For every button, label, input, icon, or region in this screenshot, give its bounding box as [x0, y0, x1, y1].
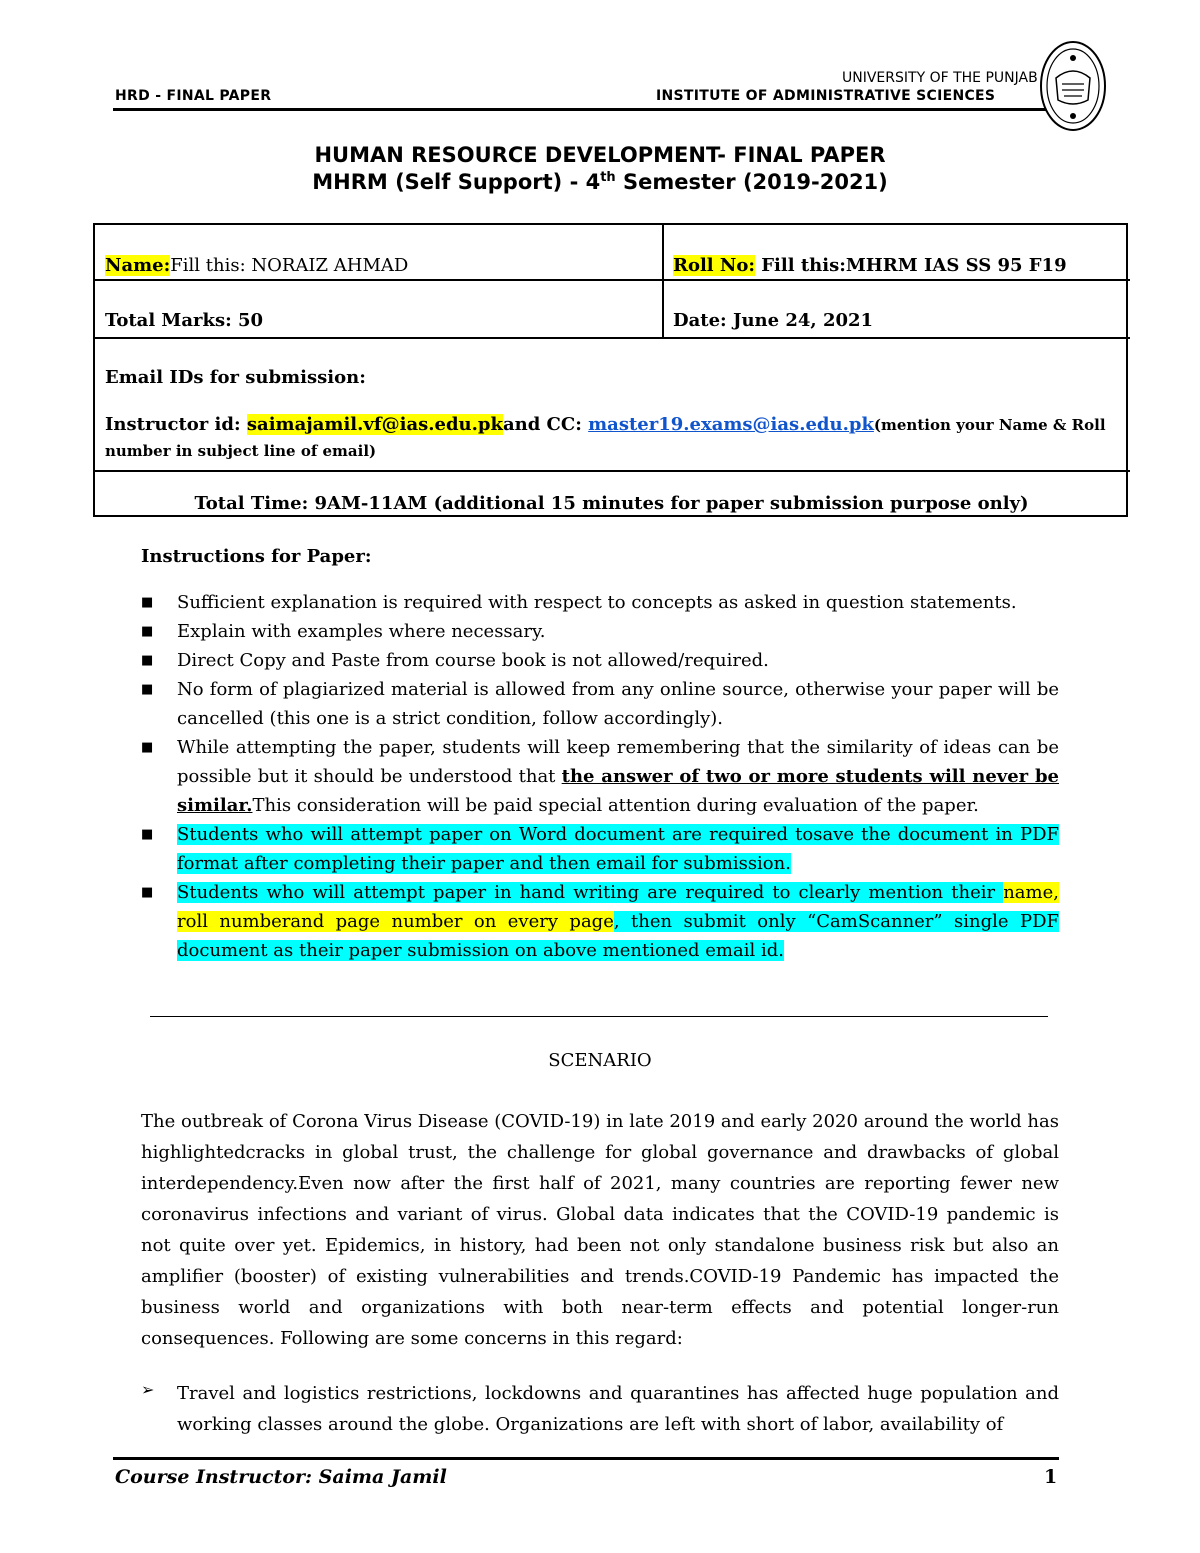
header-left-label: HRD - FINAL PAPER	[115, 88, 272, 104]
name-field	[105, 255, 408, 276]
table-row-divider-2	[93, 337, 1130, 339]
scenario-concern-item: Travel and logistics restrictions, lockdowns and quarantines has affected huge population and working classes around the globe. Organizations are left with short of labor, availability of	[177, 1383, 1059, 1435]
instructions-list	[141, 588, 1059, 965]
square-bullet-icon: ■	[141, 740, 154, 755]
instruction-item	[141, 820, 1059, 878]
instruction-item	[141, 878, 1059, 965]
instruction-item	[141, 675, 1059, 733]
header-institute: INSTITUTE OF ADMINISTRATIVE SCIENCES	[656, 88, 996, 104]
page-subtitle	[0, 170, 1200, 194]
name-value: Fill this: NORAIZ AHMAD	[170, 255, 409, 276]
instruction-text-end: This consideration will be paid special attention during evaluation of the paper.	[252, 795, 979, 816]
subtitle-superscript: th	[600, 170, 616, 185]
square-bullet-icon: ■	[141, 624, 154, 639]
instruction-item	[141, 733, 1059, 820]
header-rule	[113, 108, 1047, 111]
table-row-divider-3	[93, 470, 1130, 472]
university-seal-logo	[1038, 38, 1108, 134]
instruction-text: Explain with examples where necessary.	[177, 621, 546, 642]
square-bullet-icon: ■	[141, 682, 154, 697]
name-label: Name:	[105, 255, 171, 276]
instruction-item	[141, 617, 1059, 646]
subtitle-part1: MHRM (Self Support) - 4	[312, 170, 601, 194]
cc-label: and CC:	[502, 414, 589, 435]
cc-email-link[interactable]: master19.exams@ias.edu.pk	[588, 414, 874, 435]
scenario-paragraph: The outbreak of Corona Virus Disease (COVID-19) in late 2019 and early 2020 around the world has highlightedcracks in global trust, the challenge for global governance and drawbacks of global interdependency.Even now after the first half of 2021, many countries are reporting fewer new coronavirus infections and variant of virus. Global data indicates that the COVID-19 pandemic is not quite over yet. Epidemics, in history, had been not only standalone business risk but also an amplifier (booster) of existing vulnerabilities and trends.COVID-19 Pandemic has impacted the business world and organizations with both near-term effects and potential longer-run consequences. Following are some concerns in this regard:	[141, 1111, 1059, 1349]
roll-label: Roll No:	[673, 255, 756, 276]
square-bullet-icon: ■	[141, 595, 154, 610]
arrow-bullet-icon: ➢	[141, 1380, 155, 1399]
table-row-divider-1	[93, 279, 1130, 281]
roll-value: Fill this:MHRM IAS SS 95 F19	[755, 255, 1067, 276]
instruction-text: Sufficient explanation is required with respect to concepts as asked in question statements.	[177, 592, 1017, 613]
mention-note: (mention your Name & Roll number in subject line of email)	[105, 416, 1106, 460]
section-separator	[150, 1016, 1048, 1017]
instruction-text-highlighted-end: , then submit only “CamScanner” single PDF document as their paper submission on above mentioned email id.	[177, 911, 1059, 961]
instruction-text: No form of plagiarized material is allowed from any online source, otherwise your paper will be cancelled (this one is a strict condition, follow accordingly).	[177, 679, 1059, 729]
exam-date: Date: June 24, 2021	[673, 310, 874, 331]
table-column-divider	[662, 223, 664, 339]
instruction-item	[141, 588, 1059, 617]
instruction-emphasis: the answer of two or more students will never be similar.	[177, 766, 1059, 816]
instruction-text: While attempting the paper, students will keep remembering that the similarity of ideas can be possible but it should be understood that	[177, 737, 1059, 787]
instruction-item	[141, 646, 1059, 675]
header-university: UNIVERSITY OF THE PUNJAB	[842, 70, 1038, 86]
instructor-email[interactable]: saimajamil.vf@ias.edu.pk	[246, 414, 503, 435]
email-heading: Email IDs for submission:	[105, 367, 366, 388]
instructions-heading: Instructions for Paper:	[141, 546, 372, 567]
square-bullet-icon: ■	[141, 885, 154, 900]
scenario-heading: SCENARIO	[548, 1050, 652, 1071]
email-line	[105, 412, 1123, 464]
subtitle-part2: Semester (2019-2021)	[615, 170, 888, 194]
instruction-text: Direct Copy and Paste from course book is not allowed/required.	[177, 650, 769, 671]
instruction-text-yellow: name, roll numberand page number on every page	[177, 882, 1059, 932]
total-marks: Total Marks: 50	[105, 310, 264, 331]
footer-rule	[113, 1457, 1059, 1460]
instruction-text-highlighted: Students who will attempt paper in hand writing are required to clearly mention their	[177, 882, 1004, 903]
footer-instructor: Course Instructor: Saima Jamil	[115, 1466, 447, 1488]
square-bullet-icon: ■	[141, 653, 154, 668]
page-number: 1	[1044, 1466, 1058, 1488]
total-time: Total Time: 9AM-11AM (additional 15 minutes for paper submission purpose only)	[194, 493, 1029, 514]
page-title: HUMAN RESOURCE DEVELOPMENT- FINAL PAPER	[314, 143, 886, 167]
square-bullet-icon: ■	[141, 827, 154, 842]
instruction-text-highlighted: Students who will attempt paper on Word document are required tosave the document in PDF format after completing their paper and then email for submission.	[177, 824, 1059, 874]
roll-field	[673, 255, 1067, 276]
instructor-label: Instructor id:	[105, 414, 247, 435]
